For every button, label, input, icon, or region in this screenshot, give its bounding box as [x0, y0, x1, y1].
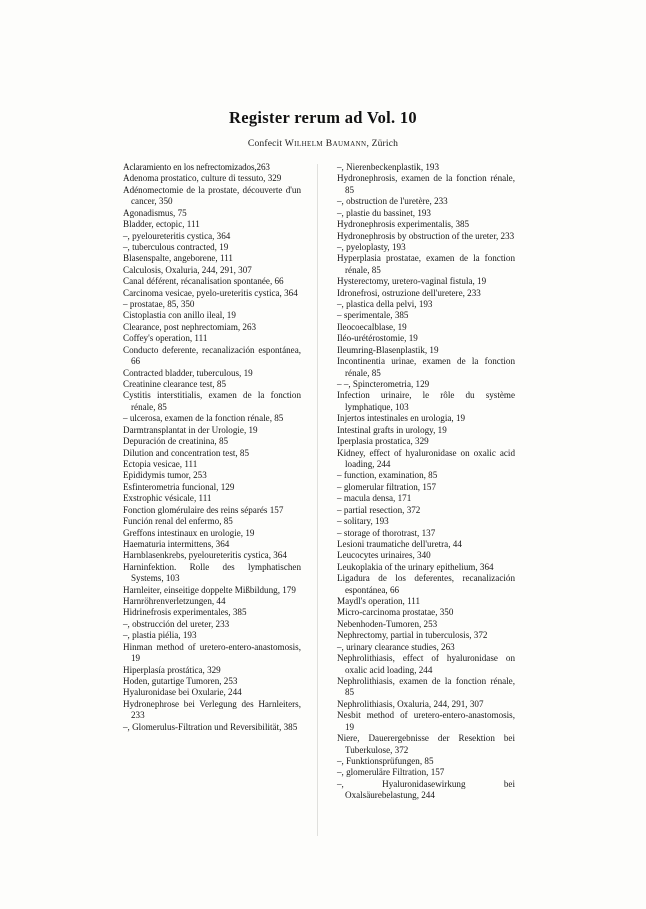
index-entry: Hydronephrosis by obstruction of the ureter, 233: [337, 230, 515, 241]
index-entry: – partial resection, 372: [337, 504, 421, 515]
index-entry: –, pyeloureteritis cystica, 364: [123, 230, 231, 241]
index-entry: Nephrolithiasis, Oxaluria, 244, 291, 307: [337, 698, 484, 709]
index-column-right: [337, 162, 515, 802]
index-entry: Blasenspalte, angeborene, 111: [123, 253, 233, 264]
index-entry: Hydronephrosis experimentalis, 385: [337, 219, 470, 230]
index-entry: Niere, Dauerergebnisse der Resektion bei Tuberkulose, 372: [337, 733, 515, 755]
index-entry: Hoden, gutartige Tumoren, 253: [123, 675, 238, 686]
index-entry: Darmtransplantat in der Urologie, 19: [123, 424, 258, 435]
index-entry: Canal déférent, récanalisation spontanée, 66: [123, 276, 284, 287]
index-entry: Greffons intestinaux en urologie, 19: [123, 527, 255, 538]
index-entry: Esfinterometria funcional, 129: [123, 481, 235, 492]
index-entry: Micro-carcinoma prostatae, 350: [337, 607, 454, 618]
index-entry: –, obstrucción del ureter, 233: [123, 618, 230, 629]
index-entry: Nebenhoden-Tumoren, 253: [337, 618, 438, 629]
index-entry: Kidney, effect of hyaluronidase on oxalic acid loading, 244: [337, 447, 515, 469]
index-entry: Hydronephrose bei Verlegung des Harnleiters, 233: [123, 698, 301, 721]
index-entry: Creatinine clearance test, 85: [123, 379, 227, 390]
index-entry: Clearance, post nephrectomiam, 263: [123, 321, 257, 332]
index-entry: Idronefrosi, ostruzione dell'uretere, 233: [337, 287, 481, 298]
index-entry: –, Glomerulus-Filtration und Reversibilität, 385: [123, 721, 298, 732]
index-entry: Ileocoecalblase, 19: [337, 321, 407, 332]
index-entry: –, urinary clearance studies, 263: [337, 641, 455, 652]
index-entry: Nephrolithiasis, effect of hyaluronidase on oxalic acid loading, 244: [337, 653, 515, 675]
index-entry: Harninfektion. Rolle des lymphatischen Systems, 103: [123, 561, 301, 584]
index-columns: [123, 162, 515, 802]
index-entry: Infection urinaire, le rôle du système lymphatique, 103: [337, 390, 515, 412]
index-entry: Depuración de creatinina, 85: [123, 436, 229, 447]
index-entry: –, tuberculous contracted, 19: [123, 241, 229, 252]
index-entry: –, Nierenbeckenplastik, 193: [337, 162, 440, 172]
index-entry: – –, Spincterometria, 129: [337, 379, 430, 390]
index-entry: – storage of thorotrast, 137: [337, 527, 436, 538]
index-entry: Iléo-urétérostomie, 19: [337, 333, 418, 344]
index-entry: –, glomeruläre Filtration, 157: [337, 767, 445, 778]
index-entry: Ileumring-Blasenplastik, 19: [337, 344, 439, 355]
confecit-label: Confecit: [247, 137, 285, 149]
index-entry: –, plastica della pelvi, 193: [337, 299, 433, 310]
index-column-left: [123, 162, 301, 733]
index-entry: Nesbit method of uretero-entero-anastomosis, 19: [337, 710, 515, 732]
index-entry: – macula densa, 171: [337, 493, 412, 504]
index-entry: – sperimentale, 385: [337, 310, 409, 321]
index-entry: Intestinal grafts in urology, 19: [337, 424, 447, 435]
index-entry: –, pyeloplasty, 193: [337, 241, 406, 252]
index-entry: Adénomectomie de la prostate, découverte d'un cancer, 350: [123, 184, 301, 207]
index-entry: –, Funktionsprüfungen, 85: [337, 755, 434, 766]
index-entry: Aclaramiento en los nefrectomizados,263: [123, 162, 270, 172]
index-entry: Harnblasenkrebs, pyeloureteritis cystica, 364: [123, 550, 287, 561]
page-header: [0, 108, 646, 149]
index-entry: Hinman method of uretero-entero-anastomosis, 19: [123, 641, 301, 664]
index-entry: Injertos intestinales en urologia, 19: [337, 413, 466, 424]
index-entry: Nephrolithiasis, examen de la fonction rénale, 85: [337, 675, 515, 698]
index-entry: – prostatae, 85, 350: [123, 299, 195, 310]
index-entry: Hysterectomy, uretero-vaginal fistula, 19: [337, 276, 487, 287]
index-entry: Coffey's operation, 111: [123, 333, 208, 344]
index-entry: Hyaluronidase bei Oxularie, 244: [123, 687, 242, 698]
index-entry: – ulcerosa, examen de la fonction rénale, 85: [123, 413, 284, 424]
index-entry: Ectopia vesicae, 111: [123, 458, 198, 469]
index-entry: Nephrectomy, partial in tuberculosis, 372: [337, 630, 488, 641]
index-entry: Leucocytes urinaires, 340: [337, 550, 431, 561]
index-entry: Harnleiter, einseitige doppelte Mißbildung, 179: [123, 584, 296, 595]
index-entry: –, plastia piélia, 193: [123, 630, 197, 641]
index-entry: Cystitis interstitialis, examen de la fonction rénale, 85: [123, 390, 301, 412]
index-entry: Haematuria intermittens, 364: [123, 538, 230, 549]
index-entry: Hiperplasía prostática, 329: [123, 664, 221, 675]
index-entry: Carcinoma vesicae, pyelo-ureteritis cystica, 364: [123, 287, 298, 298]
index-entry: Bladder, ectopic, 111: [123, 219, 200, 230]
compiler-location: , Zürich: [366, 137, 399, 149]
index-entry: Hidrinefrosis experimentales, 385: [123, 607, 247, 618]
index-entry: – glomerular filtration, 157: [337, 481, 436, 492]
index-entry: Calculosis, Oxaluria, 244, 291, 307: [123, 264, 252, 275]
index-entry: Agonadismus, 75: [123, 207, 187, 218]
index-entry: Iperplasia prostatica, 329: [337, 436, 429, 447]
index-entry: Contracted bladder, tuberculous, 19: [123, 367, 253, 378]
index-entry: Incontinentia urinae, examen de la fonction rénale, 85: [337, 356, 515, 378]
index-entry: Ligadura de los deferentes, recanalización espontánea, 66: [337, 573, 515, 595]
index-entry: Cistoplastia con anillo ileal, 19: [123, 310, 236, 321]
page-title: Register rerum ad Vol. 10: [229, 108, 417, 127]
index-entry: –, Hyaluronidasewirkung bei Oxalsäurebelastung, 244: [337, 778, 515, 801]
index-entry: – function, examination, 85: [337, 470, 438, 481]
index-entry: Función renal del enfermo, 85: [123, 516, 233, 527]
index-entry: Dilution and concentration test, 85: [123, 447, 250, 458]
index-entry: Lesioni traumatiche dell'uretra, 44: [337, 538, 462, 549]
compiler-name: Wilhelm Baumann: [284, 137, 367, 149]
index-entry: Exstrophic vésicale, 111: [123, 493, 212, 504]
compiler-credit: [0, 128, 646, 149]
index-entry: Epididymis tumor, 253: [123, 470, 207, 481]
index-entry: Adenoma prostatico, culture di tessuto, 329: [123, 173, 282, 184]
index-entry: –, plastie du bassinet, 193: [337, 207, 431, 218]
index-entry: Fonction glomérulaire des reins séparés 157: [123, 504, 284, 515]
index-entry: –, obstruction de l'uretère, 233: [337, 196, 448, 207]
index-entry: Hyperplasia prostatae, examen de la fonction rénale, 85: [337, 253, 515, 275]
index-entry: – solitary, 193: [337, 516, 389, 527]
index-entry: Maydl's operation, 111: [337, 596, 421, 607]
index-entry: Leukoplakia of the urinary epithelium, 364: [337, 561, 494, 572]
index-entry: Conducto deferente, recanalización espontánea, 66: [123, 344, 301, 367]
index-entry: Hydronephrosis, examen de la fonction rénale, 85: [337, 173, 515, 195]
index-entry: Harnröhrenverletzungen, 44: [123, 596, 226, 607]
